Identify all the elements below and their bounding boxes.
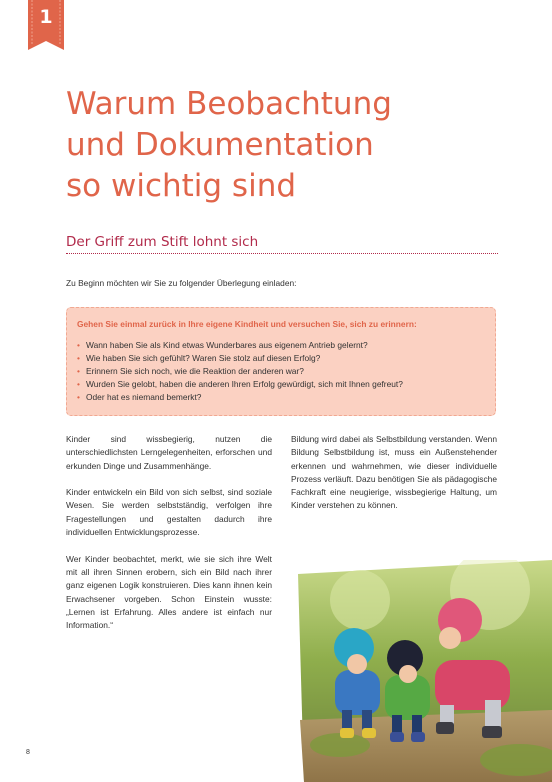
list-item — [77, 378, 485, 391]
body-column-right — [291, 433, 497, 526]
list-item-text: Erinnern Sie sich noch, wie die Reaktion der anderen war? — [86, 366, 304, 376]
list-item-text: Wann haben Sie als Kind etwas Wunderbares aus eigenem Antrieb gelernt? — [86, 340, 368, 350]
page-title — [66, 84, 506, 207]
list-item — [77, 339, 485, 352]
dotted-divider — [66, 253, 498, 254]
bullet-icon: • — [77, 340, 80, 350]
chapter-badge — [28, 0, 64, 50]
title-line: Warum Beobachtung — [66, 86, 392, 122]
chapter-number: 1 — [39, 6, 53, 28]
reflection-box — [66, 307, 496, 416]
bullet-icon: • — [77, 353, 80, 363]
bullet-icon: • — [77, 392, 80, 402]
reflection-heading: Gehen Sie einmal zurück in Ihre eigene Kindheit und versuchen Sie, sich zu erinnern: — [77, 319, 417, 329]
list-item-text: Wie haben Sie sich gefühlt? Waren Sie stolz auf diesen Erfolg? — [86, 353, 321, 363]
reflection-list — [77, 339, 485, 404]
bullet-icon: • — [77, 366, 80, 376]
body-paragraph: Bildung wird dabei als Selbstbildung verstanden. Wenn Bildung Selbstbildung ist, muss ein Außenstehender erkennen und wahrnehmen, wie dieser individuelle Prozess verläuft. Dazu benötigen Sie als pädagogische Fachkraft eine neugierige, wissbegierige Haltung, um Kinder verstehen zu können. — [291, 434, 497, 511]
bullet-icon: • — [77, 379, 80, 389]
page-number: 8 — [26, 749, 30, 756]
list-item — [77, 391, 485, 404]
list-item-text: Wurden Sie gelobt, haben die anderen Ihren Erfolg gewürdigt, sich mit Ihnen gefreut? — [86, 379, 403, 389]
section-subtitle: Der Griff zum Stift lohnt sich — [66, 234, 259, 250]
children-photo — [290, 560, 552, 782]
intro-text: Zu Beginn möchten wir Sie zu folgender Überlegung einladen: — [66, 278, 297, 288]
body-column-left — [66, 433, 272, 646]
list-item — [77, 352, 485, 365]
title-line: so wichtig sind — [66, 168, 297, 204]
list-item-text: Oder hat es niemand bemerkt? — [86, 392, 202, 402]
body-paragraph: Kinder entwickeln ein Bild von sich selbst, sind soziale Wesen. Sie werden selbstständig, verfolgen ihre Fragestellungen und gestalten dadurch ihre individuellen Entwicklungsprozesse. — [66, 487, 272, 538]
children-outdoors-illustration — [290, 560, 552, 782]
body-paragraph: Kinder sind wissbegierig, nutzen die unterschiedlichsten Lerngelegenheiten, erforschen und erkunden Dinge und Zusammenhänge. — [66, 434, 272, 471]
list-item — [77, 365, 485, 378]
body-paragraph: Wer Kinder beobachtet, merkt, wie sie sich ihre Welt mit all ihren Sinnen erobern, sich ein Bild nach ihrer ganz eigenen Logik konstruieren. Dies kann ihnen kein Erwachsener vorgeben. Schon Einstein wusste: „Lernen ist Erfahrung. Alles andere ist einfach nur Information.“ — [66, 553, 272, 631]
title-line: und Dokumentation — [66, 127, 374, 163]
